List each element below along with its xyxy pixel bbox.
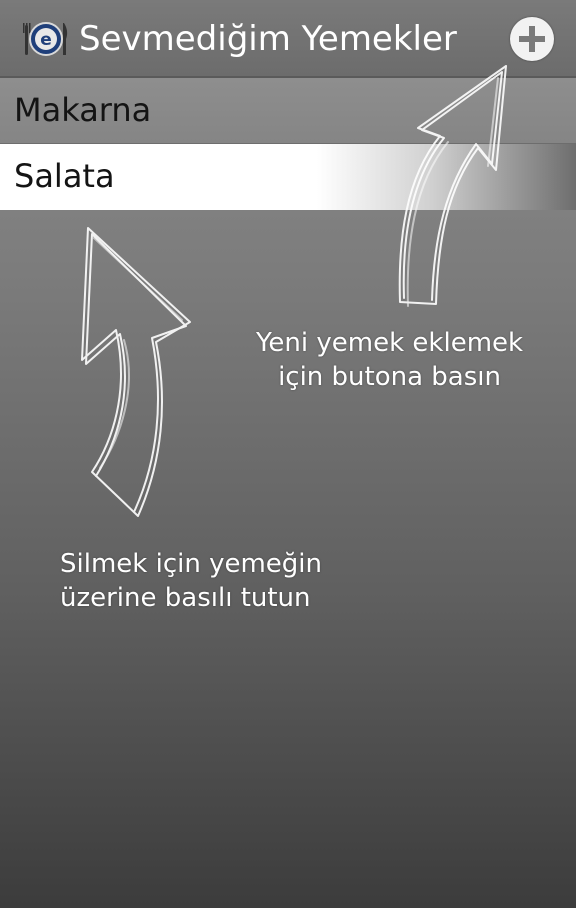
arrow-up-right-icon	[388, 58, 528, 318]
add-food-button[interactable]	[510, 17, 554, 61]
add-hint-line-2: için butona basın	[278, 362, 501, 392]
delete-hint-text	[60, 547, 322, 615]
delete-hint-line-2: üzerine basılı tutun	[60, 583, 311, 613]
list-item-label: Makarna	[14, 91, 152, 129]
app-title: Sevmediğim Yemekler	[79, 19, 457, 59]
delete-hint-line-1: Silmek için yemeğin	[60, 549, 322, 579]
add-hint-text	[256, 326, 523, 394]
add-hint-line-1: Yeni yemek eklemek	[256, 328, 524, 358]
app-logo-icon	[22, 19, 70, 59]
list-item-label: Salata	[14, 157, 115, 195]
svg-text:e: e	[40, 30, 52, 50]
arrow-up-icon	[72, 222, 200, 522]
